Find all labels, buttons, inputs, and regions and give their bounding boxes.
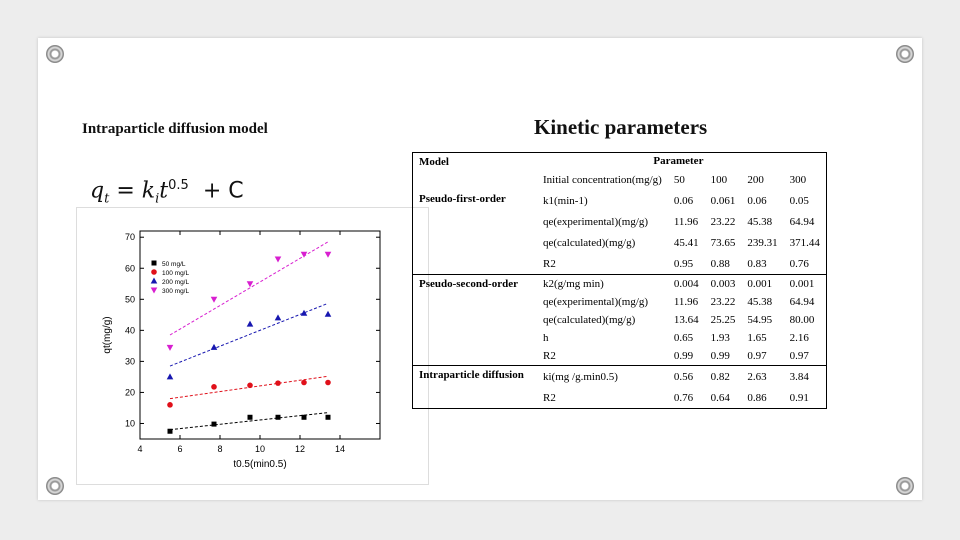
formula-k-sub: i: [155, 191, 160, 207]
x-tick-label: 12: [294, 444, 306, 454]
param-value: 0.003: [705, 275, 742, 294]
legend-label: 300 mg/L: [162, 288, 190, 295]
param-value: 0.001: [784, 275, 827, 294]
param-name: R2: [543, 350, 556, 362]
param-value: 11.96: [673, 215, 699, 228]
pin-bottom-left-icon: [46, 477, 64, 495]
header-model: Model: [419, 156, 449, 168]
param-value: 0.76: [673, 391, 694, 404]
param-value: 1.93: [710, 332, 730, 344]
data-point: [325, 252, 332, 258]
x-tick-label: 4: [137, 444, 143, 454]
param-value: 64.94: [789, 296, 815, 308]
model-name: Pseudo-first-order: [419, 193, 506, 205]
param-value: 0.001: [741, 275, 783, 294]
data-point: [325, 380, 331, 386]
data-point: [212, 422, 217, 427]
param-value: 11.96: [673, 296, 699, 308]
param-name: R2: [543, 257, 556, 270]
pin-top-right-icon: [896, 45, 914, 63]
x-tick-label: 8: [217, 444, 223, 454]
formula-t: t: [159, 178, 169, 204]
y-tick-label: 70: [124, 232, 135, 243]
param-value: 0.061: [710, 194, 736, 207]
param-value: 45.38: [747, 296, 773, 308]
plot-svg: [76, 207, 429, 485]
param-value: 13.64: [673, 314, 699, 326]
y-tick-label: 50: [124, 294, 135, 305]
formula-q-sub: t: [104, 191, 110, 207]
diffusion-plot: [76, 207, 429, 485]
legend-label: 200 mg/L: [162, 279, 190, 286]
param-name: qe(experimental)(mg/g): [543, 215, 649, 228]
param-value: 0.06: [673, 194, 694, 207]
data-point: [325, 311, 332, 317]
param-value: 0.88: [710, 257, 730, 270]
param-value: 23.22: [710, 215, 736, 228]
legend-marker: [151, 269, 157, 275]
x-tick-label: 10: [254, 444, 266, 454]
y-tick-label: 60: [124, 263, 135, 274]
legend-marker: [151, 278, 158, 284]
y-tick-label: 20: [124, 387, 135, 398]
formula-k: k: [141, 178, 156, 204]
param-value: 25.25: [710, 314, 736, 326]
param-value: 2.63: [741, 366, 783, 388]
param-value: 0.05: [789, 194, 809, 207]
legend-label: 50 mg/L: [162, 261, 186, 268]
slide-title: Kinetic parameters: [534, 115, 708, 139]
header-parameter: Parameter: [653, 155, 704, 167]
param-value: 371.44: [789, 236, 820, 249]
table-row: [413, 275, 827, 294]
data-point: [167, 345, 174, 351]
y-axis-label: qt(mg/g): [102, 316, 113, 354]
param-value: 73.65: [710, 236, 736, 249]
formula-c: C: [228, 178, 244, 204]
data-point: [168, 429, 173, 434]
data-point: [211, 344, 218, 350]
param-value: 45.41: [673, 236, 699, 249]
header-conc-value: 50: [673, 173, 685, 186]
x-tick-label: 14: [334, 444, 346, 454]
data-point: [276, 415, 281, 420]
data-point: [301, 380, 307, 386]
param-value: 2.16: [789, 332, 809, 344]
legend-label: 100 mg/L: [162, 270, 190, 277]
data-point: [211, 384, 217, 390]
pin-top-left-icon: [46, 45, 64, 63]
param-name: k2(g/mg min): [537, 275, 668, 294]
data-point: [301, 310, 308, 316]
param-value: 23.22: [710, 296, 736, 308]
param-name: k1(min-1): [543, 194, 588, 207]
header-conc-value: 200: [747, 173, 764, 186]
data-point: [248, 415, 253, 420]
table-row: [413, 366, 827, 388]
param-value: 0.06: [747, 194, 767, 207]
param-value: 80.00: [789, 314, 815, 326]
data-point: [247, 321, 254, 327]
param-name: qe(calculated)(mg/g): [543, 314, 636, 326]
param-value: 0.91: [789, 391, 809, 404]
legend-marker: [152, 261, 157, 266]
param-value: 0.83: [747, 257, 767, 270]
data-point: [167, 373, 174, 379]
slide-subtitle: Intraparticle diffusion model: [82, 121, 268, 137]
param-name: R2: [543, 391, 556, 404]
param-value: 0.86: [747, 391, 767, 404]
param-value: 0.99: [710, 350, 730, 362]
kinetic-parameters-table: [412, 152, 827, 409]
param-value: 0.004: [668, 275, 705, 294]
pin-bottom-right-icon: [896, 477, 914, 495]
header-conc-label: Initial concentration(mg/g): [543, 173, 662, 186]
param-name: qe(experimental)(mg/g): [543, 296, 649, 308]
param-value: 0.95: [673, 257, 694, 270]
diffusion-formula: [90, 178, 244, 207]
data-point: [302, 415, 307, 420]
param-name: h: [543, 332, 549, 344]
data-point: [247, 382, 253, 388]
data-point: [167, 402, 173, 408]
header-conc-value: 300: [789, 173, 807, 186]
param-value: 0.82: [705, 366, 742, 388]
param-value: 0.99: [673, 350, 694, 362]
data-point: [275, 380, 281, 386]
model-name: Intraparticle diffusion: [413, 366, 538, 409]
data-point: [211, 297, 218, 303]
param-value: 45.38: [747, 215, 773, 228]
x-tick-label: 6: [177, 444, 183, 454]
model-name: Pseudo-second-order: [413, 275, 538, 366]
param-value: 1.65: [747, 332, 767, 344]
formula-q: q: [90, 178, 105, 204]
formula-equals: =: [116, 178, 135, 204]
param-name: qe(calculated)(mg/g): [543, 236, 636, 249]
y-tick-label: 40: [124, 325, 135, 336]
data-point: [275, 256, 282, 262]
data-point: [326, 415, 331, 420]
data-point: [275, 314, 282, 320]
legend-marker: [151, 288, 158, 294]
param-value: 54.95: [747, 314, 773, 326]
param-value: 0.64: [710, 391, 730, 404]
param-value: 239.31: [747, 236, 778, 249]
param-value: 64.94: [789, 215, 815, 228]
param-value: 0.56: [668, 366, 705, 388]
formula-exponent: 0.5: [168, 178, 189, 193]
data-point: [301, 252, 308, 258]
x-axis-label: t0.5(min0.5): [233, 459, 287, 470]
param-value: 0.65: [673, 332, 694, 344]
y-tick-label: 10: [124, 418, 135, 429]
param-value: 3.84: [784, 366, 827, 388]
formula-plus: +: [202, 178, 222, 204]
param-value: 0.97: [747, 350, 767, 362]
table-row: [413, 190, 827, 211]
param-name: ki(mg /g.min0.5): [537, 366, 668, 388]
param-value: 0.97: [789, 350, 809, 362]
header-conc-value: 100: [710, 173, 728, 186]
param-value: 0.76: [789, 257, 809, 270]
y-tick-label: 30: [124, 356, 135, 367]
